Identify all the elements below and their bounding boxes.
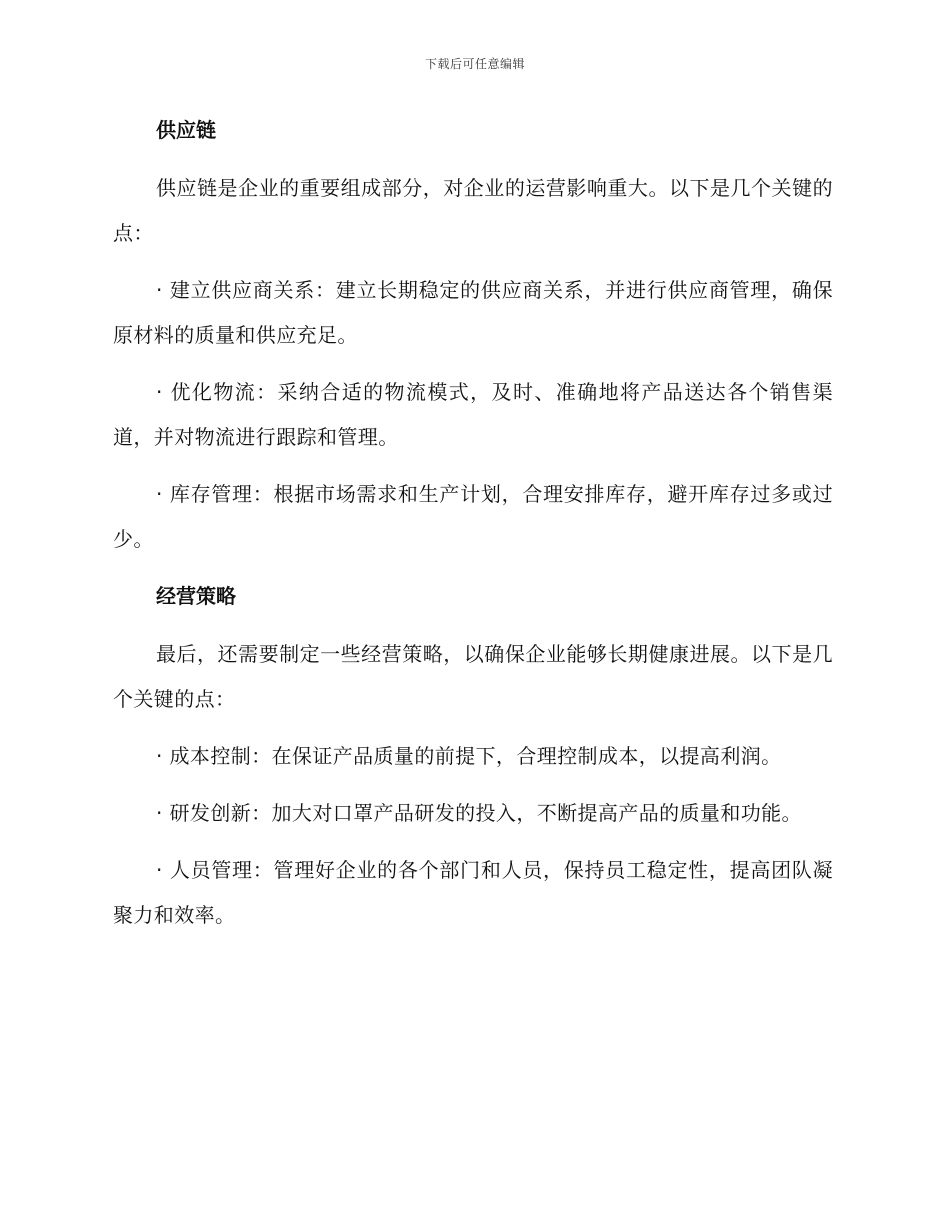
bullet-inventory: · 库存管理：根据市场需求和生产计划，合理安排库存，避开库存过多或过少。 [113, 482, 833, 551]
page-header: 下载后可任意编辑 [424, 57, 525, 71]
bullet-cost-control: · 成本控制：在保证产品质量的前提下，合理控制成本，以提高利润。 [156, 744, 782, 768]
section-heading-supply-chain: 供应链 [156, 118, 216, 142]
section-intro-strategy: 最后，还需要制定一些经营策略，以确保企业能够长期健康进展。以下是几个关键的点： [113, 642, 833, 711]
bullet-personnel: · 人员管理：管理好企业的各个部门和人员，保持员工稳定性，提高团队凝聚力和效率。 [113, 858, 833, 927]
bullet-supplier-relations: · 建立供应商关系：建立长期稳定的供应商关系，并进行供应商管理，确保原材料的质量和供应充足。 [113, 278, 833, 347]
section-intro-supply-chain: 供应链是企业的重要组成部分，对企业的运营影响重大。以下是几个关键的点： [113, 176, 833, 245]
section-heading-strategy: 经营策略 [156, 584, 236, 608]
bullet-logistics: · 优化物流：采纳合适的物流模式，及时、准确地将产品送达各个销售渠道，并对物流进行跟踪和管理。 [113, 380, 833, 449]
document-body [113, 108, 833, 950]
bullet-rnd-innovation: · 研发创新：加大对口罩产品研发的投入，不断提高产品的质量和功能。 [156, 801, 802, 825]
